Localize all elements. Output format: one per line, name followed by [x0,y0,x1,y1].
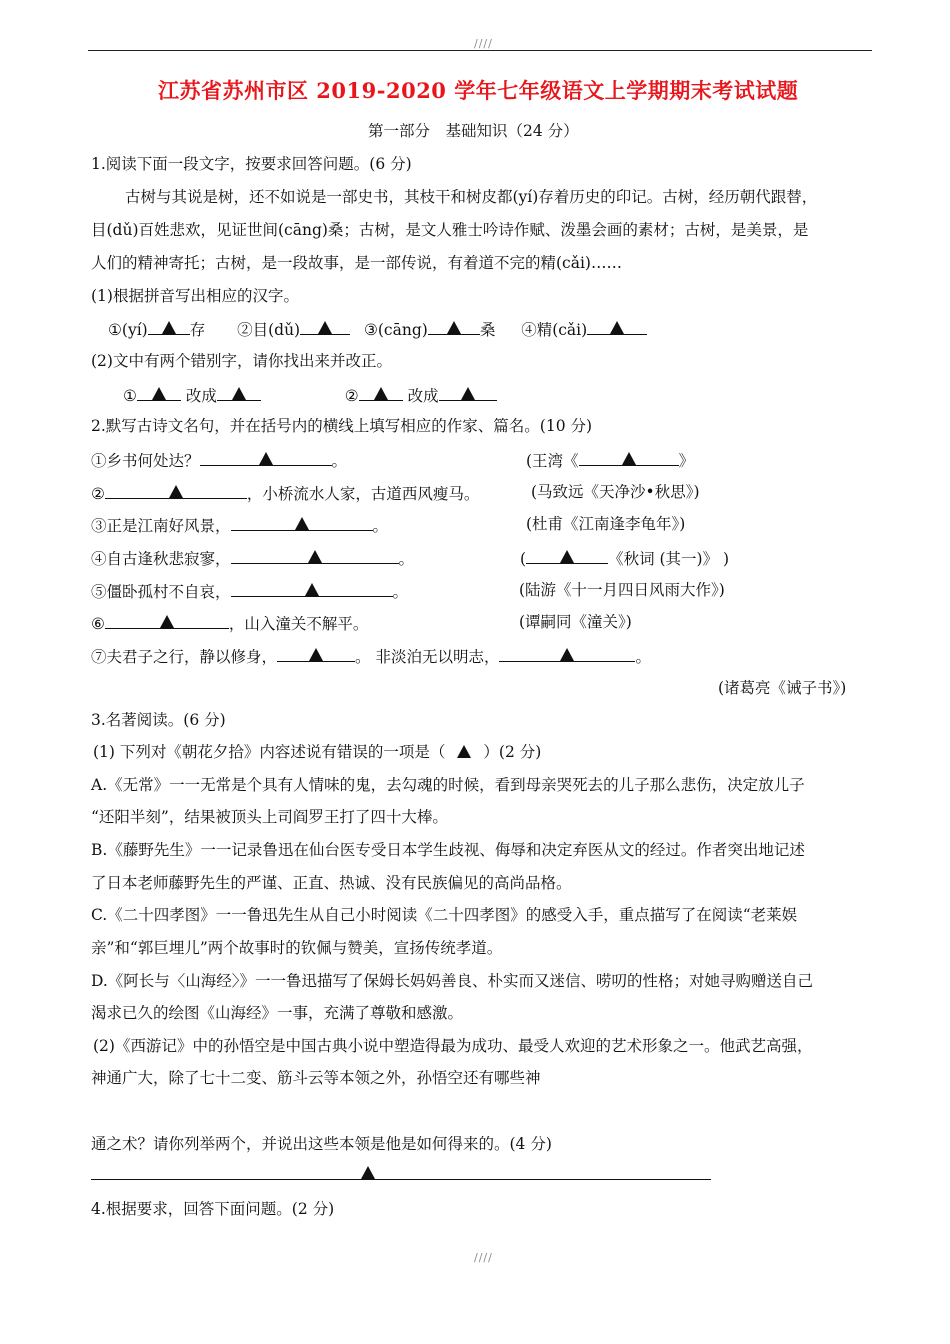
header-rule [88,50,872,51]
q1-sub2-answers [123,384,497,406]
answer-blank[interactable] [231,547,399,564]
answer-blank[interactable] [105,612,229,629]
poem-source-5: (陆游《十一月四日风雨大作》) [519,581,725,599]
line-text: ④自古逢秋悲寂寥， [91,550,231,568]
poem-line-3 [91,514,388,536]
line-text: 。 [398,550,415,568]
q3-sub2-line-2: 神通广大，除了七十二变、筋斗云等本领之外，孙悟空还有哪些神 [91,1069,541,1087]
footer-mark: //// [474,1251,493,1264]
triangle-marker-icon [560,550,574,563]
answer-blank[interactable] [231,580,393,597]
poem-line-2 [91,482,479,504]
part-heading: 第一部分 基础知识（24 分） [368,122,579,140]
page-title: 江苏省苏州市区 2019-2020 学年七年级语文上学期期末考试试题 [158,78,799,103]
q3-sub2-line-3: 通之术？请你列举两个，并说出这些本领是他是如何得来的。(4 分) [91,1135,552,1153]
passage-line-1: 古树与其说是树，还不如说是一部史书，其枝干和树皮都(yí)存着历史的印记。古树，经历朝代跟替， [125,188,818,206]
poem-line-6 [91,612,368,634]
triangle-marker-icon [259,452,273,465]
option-c-line-1: C.《二十四孝图》一一鲁迅先生从自己小时阅读《二十四孝图》的感受入手，重点描写了在阅读“老莱娱 [91,906,798,924]
line-text: ）(2 分) [483,743,542,761]
answer-line[interactable] [91,1163,711,1180]
triangle-marker-icon [308,550,322,563]
source-text: ( [520,550,527,568]
line-text: ①乡书何处达？ [91,452,200,470]
triangle-marker-icon [309,648,323,661]
q1-sub1: (1)根据拼音写出相应的汉字。 [91,287,299,305]
answer-blank[interactable] [499,645,635,662]
triangle-marker-icon [305,583,319,596]
line-text: (1) 下列对《朝花夕拾》内容述说有错误的一项是（ [93,743,446,761]
item-label: ① [123,387,137,405]
poem-line-1 [91,449,347,471]
poem-source-3: (杜甫《江南逢李龟年》) [526,515,686,533]
passage-line-3: 人们的精神寄托；古树，是一段故事，是一部传说，有着道不完的精(cǎi)…… [91,254,622,272]
poem-source-6: (谭嗣同《潼关》) [519,613,632,631]
line-text: 。 [331,452,348,470]
q3-sub1 [93,742,541,762]
poem-source-4 [520,547,729,569]
answer-blank[interactable] [105,482,247,499]
line-text: ，小桥流水人家，古道西风瘦马。 [246,485,480,503]
line-text: ，山入潼关不解平。 [228,615,369,633]
option-b-line-2: 了日本老师藤野先生的严谨、正直、热诚、没有民族偏见的高尚品格。 [91,874,572,892]
question-4-stem: 4.根据要求，回答下面问题。(2 分) [91,1200,335,1218]
item-label: 改成 [407,387,439,405]
answer-blank[interactable] [277,645,355,662]
triangle-marker-icon [160,615,174,628]
header-mark: //// [474,37,493,50]
triangle-marker-icon [622,452,636,465]
source-text: (王湾《 [526,452,579,470]
triangle-marker-icon [610,321,624,334]
poem-line-4 [91,547,414,569]
answer-blank[interactable] [300,318,350,335]
source-text: 《秋词 (其一)》 ) [608,550,730,568]
poem-line-7 [91,645,651,667]
triangle-marker-icon [295,517,309,530]
source-text: 》 [678,452,695,470]
poem-line-5 [91,580,408,602]
answer-blank[interactable] [148,318,190,335]
triangle-marker-icon [162,321,176,334]
answer-blank[interactable] [587,318,647,335]
triangle-marker-icon [457,745,471,758]
item-label: 存 [189,321,206,339]
line-text: 。 [392,583,409,601]
answer-blank[interactable] [359,384,403,401]
item-label: ②目(dǔ) [237,321,301,339]
q3-sub2-line-1: (2)《西游记》中的孙悟空是中国古典小说中塑造得最为成功、最受人欢迎的艺术形象之一。他武艺高强， [93,1037,813,1055]
answer-blank[interactable] [428,318,480,335]
triangle-marker-icon [361,1166,375,1179]
line-text: 。 [372,517,389,535]
answer-blank[interactable] [526,547,608,564]
question-2-stem: 2.默写古诗文名句，并在括号内的横线上填写相应的作家、篇名。(10 分) [91,417,593,435]
item-label: ④精(cǎi) [521,321,588,339]
option-c-line-2: 亲”和“郭巨埋儿”两个故事时的钦佩与赞美，宣扬传统孝道。 [91,939,503,957]
answer-blank[interactable] [439,384,497,401]
option-d-line-1: D.《阿长与〈山海经〉》一一鲁迅描写了保姆长妈妈善良、朴实而又迷信、唠叨的性格；对她寻购赠送自己 [91,972,814,990]
q1-sub1-answers [108,318,647,340]
triangle-marker-icon [318,321,332,334]
answer-blank[interactable] [137,384,181,401]
answer-blank[interactable] [217,384,261,401]
triangle-marker-icon [447,321,461,334]
line-text: ⑦夫君子之行，静以修身， [91,648,278,666]
passage-line-2: 目(dǔ)百姓悲欢，见证世间(cāng)桑；古树，是文人雅士吟诗作赋、泼墨会画的素材；古树，是美景，是 [91,221,809,239]
triangle-marker-icon [560,648,574,661]
poem-source-2: (马致远《天净沙•秋思》) [531,483,700,501]
line-text: ③正是江南好风景， [91,517,231,535]
poem-source-1 [526,449,694,471]
question-3-stem: 3.名著阅读。(6 分) [91,711,226,729]
option-a-line-1: A.《无常》一一无常是个具有人情味的鬼，去勾魂的时候，看到母亲哭死去的儿子那么悲伤，决定放儿子 [91,776,805,794]
item-label: 改成 [185,387,217,405]
item-label: ② [344,387,359,405]
triangle-marker-icon [461,387,475,400]
triangle-marker-icon [169,485,183,498]
item-label: ③(cāng) [363,321,428,339]
triangle-marker-icon [232,387,246,400]
option-a-line-2: “还阳半刻”，结果被顶头上司阎罗王打了四十大棒。 [91,808,448,826]
poem-source-7: (诸葛亮《诫子书》) [718,679,847,697]
item-label: 桑 [479,321,496,339]
triangle-marker-icon [374,387,388,400]
item-label: ①(yí) [108,321,148,339]
line-text: ⑤僵卧孤村不自哀， [91,583,231,601]
answer-blank[interactable] [579,449,679,466]
line-text: ⑥ [91,615,105,633]
line-text: 。 非淡泊无以明志， [355,648,500,666]
line-text: ② [91,485,105,503]
option-d-line-2: 渴求已久的绘图《山海经》一事，充满了尊敬和感激。 [91,1004,464,1022]
line-text: 。 [635,648,651,666]
option-b-line-1: B.《藤野先生》一一记录鲁迅在仙台医专受日本学生歧视、侮辱和决定弃医从文的经过。作者突出地记述 [91,841,805,859]
q1-sub2: (2)文中有两个错别字，请你找出来并改正。 [91,352,392,370]
answer-blank[interactable] [200,449,332,466]
answer-blank[interactable] [231,514,373,531]
triangle-marker-icon [152,387,166,400]
question-1-stem: 1.阅读下面一段文字，按要求回答问题。(6 分) [91,155,412,173]
